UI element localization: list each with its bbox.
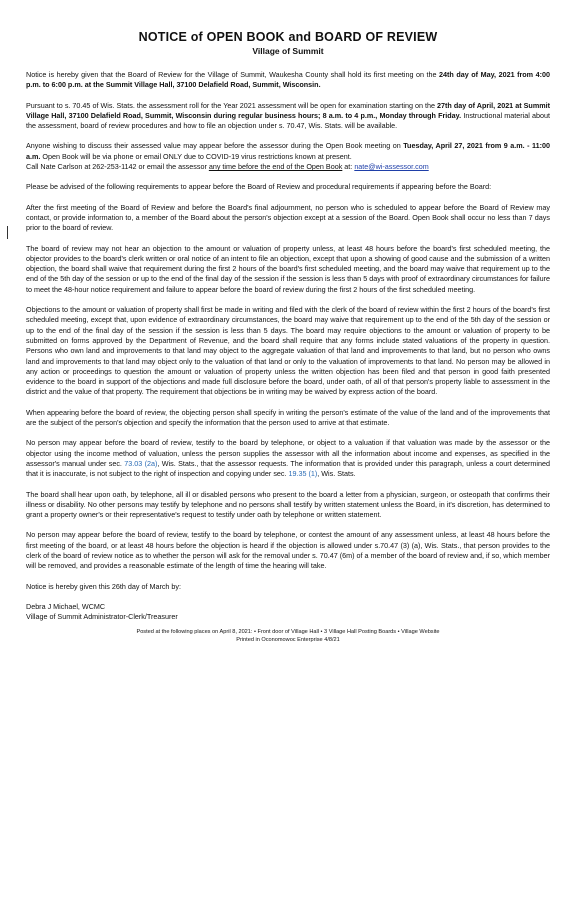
paragraph-notice-date: Notice is hereby given this 26th day of March by: — [26, 581, 182, 591]
paragraph-board-meeting: Notice is hereby given that the Board of Review for the Village of Summit, Waukesha County shall hold its first meeting on the 24th day of May, 2021 from 4:00 p.m. to 6:00 p.m. at the Summit Village Hall, 37100 Delafield Road, Summit, Wisconsin. — [26, 70, 550, 90]
paragraph-48-hour-notice: The board of review may not hear an objection to the amount or valuation of property unless, at least 48 hours before the board's first scheduled meeting, the objector provides to the board's clerk written or oral notice of an intent to file an objection, except that upon a showing of good cause and the submission of a written objection, the board shall waive that requirement during the first 2 hours of the board's first scheduled meeting, and the board may waive that requirement up to the end of the 5th day of the session or up to the end of the final day of the session if the session is less than 5 days with proof of extraordinary circumstances for failure to meet the 48-hour notice requirement and failure to appear before the board of review during the first 2 hours of the first scheduled meeting. — [26, 243, 550, 294]
statute-link-73-03[interactable]: 73.03 (2a) — [124, 458, 158, 468]
footer-printed-in: Printed in Oconomowoc Enterprise 4/8/21 — [236, 637, 340, 644]
paragraph-assessment-roll: Pursuant to s. 70.45 of Wis. Stats. the assessment roll for the Year 2021 assessment will be open for examination starting on the 27th day of April, 2021 at Summit Village Hall, 37100 Delafield Road, Summit, Wisconsin during regular business hours; 8 a.m. to 4 p.m., Monday through Friday. Instructional material about the assessment, board of review procedures and how to file an objection under s. 70.47, Wis. Stats. will be available. — [26, 100, 550, 131]
paragraph-requirements-intro: Please be advised of the following requirements to appear before the Board of Review and procedural requirements if appearing before the Board: — [26, 182, 492, 192]
paragraph-no-contact: After the first meeting of the Board of Review and before the Board's final adjournment, no person who is scheduled to appear before the Board of Review may contact, or provide information to, a member of the Board about the person's objection except at a session of the Board. Open Book shall occur no less than 7 days prior to the board of review. — [26, 202, 550, 233]
paragraph-telephone-testimony: The board shall hear upon oath, by telephone, all ill or disabled persons who present to the board a letter from a physician, surgeon, or osteopath that confirms their illness or disability. No other persons may testify by telephone and no persons shall testify by written statement unless the Board, in it's discretion, has determined to grant a property owner's or their representative's request to testify under oath by telephone or written statement. — [26, 489, 550, 520]
paragraph-income-method: No person may appear before the board of review, testify to the board by telephone, or object to a valuation if that valuation was made by the assessor or the objector using the income method of valuation, unless the person supplies the assessor with all the information about income and expenses, as specified in the assessor's manual under sec. 73.03 (2a), Wis. Stats., that the assessor requests. The information that is provided under this paragraph, unless a court determined that it is inaccurate, is not subject to the right of inspection and copying under sec. 19.35 (1), Wis. Stats. — [26, 438, 550, 479]
document-title: NOTICE of OPEN BOOK and BOARD OF REVIEW — [138, 30, 438, 44]
signature-role: Village of Summit Administrator-Clerk/Treasurer — [26, 612, 178, 622]
statute-link-19-35[interactable]: 19.35 (1) — [288, 469, 318, 479]
document-subtitle: Village of Summit — [252, 46, 324, 56]
notice-document — [26, 30, 550, 644]
text-cursor — [7, 226, 8, 239]
signature-name: Debra J Michael, WCMC — [26, 601, 106, 611]
paragraph-open-book: Anyone wishing to discuss their assessed value may appear before the assessor during the Open Book meeting on Tuesday, April 27, 2021 from 9 a.m. - 11:00 a.m. Open Book will be via phone or email ONLY due to COVID-19 virus restrictions known at present. Call Nate Carlson at 262-253-1142 or email the assessor any time before the end of the Open Book at: nate@wi-assessor.com — [26, 141, 551, 172]
paragraph-removal-notice: No person may appear before the board of review, testify to the board by telephone, or contest the amount of any assessment unless, at least 48 hours before the first meeting of the board, or at least 48 hours before the objection is heard if the objection is allowed under s.70.47 (3) (a), Wis. Stats., that person provides to the clerk of the board of review notice as to whether the person will ask for the removal under s. 70.47 (6m) of a member of the board of review and, if so, which member will be removed, and provides a reasonable estimate of the length of time the hearing will take. — [26, 530, 550, 571]
paragraph-written-objections: Objections to the amount or valuation of property shall first be made in writing and filed with the clerk of the board of review within the first 2 hours of the board's first scheduled meeting, except that, upon evidence of extraordinary circumstances, the board may waive that requirement up to the end of the 5th day of the session or up to the end of the final day of the session if the session is less than 5 days. The board may require objections to the amount or valuation of property to be submitted on forms approved by the Department of Revenue, and the board shall require that any forms include stated valuations of the property in question. Persons who own land and improvements to that land may object to the aggregate valuation of that land and improvements to that land, but no person who owns land and improvements to that land may object only to the valuation of that land or only to the valuation of improvements to that land. No person may be allowed in any action or proceedings to question the amount or valuation of property unless the written objection has been filed and that person in good faith presented evidence to the board in support of the objections and made full disclosure before the board, under oath, of all of that person's property liable to assessment in the district and the value of that property. The requirement that objections be in writing may be waived by express action of the board. — [26, 305, 550, 397]
assessor-email-link[interactable]: nate@wi-assessor.com — [354, 162, 429, 172]
posting-footer — [26, 628, 550, 644]
paragraph-estimate: When appearing before the board of review, the objecting person shall specify in writing the person's estimate of the value of the land and of the improvements that are the subject of the person's objection and specify the information that the person used to arrive at that estimate. — [26, 407, 550, 428]
footer-posted-at: Posted at the following places on April 8, 2021: • Front door of Village Hall • 3 Village Hall Posting Boards • Village Website — [136, 629, 440, 636]
